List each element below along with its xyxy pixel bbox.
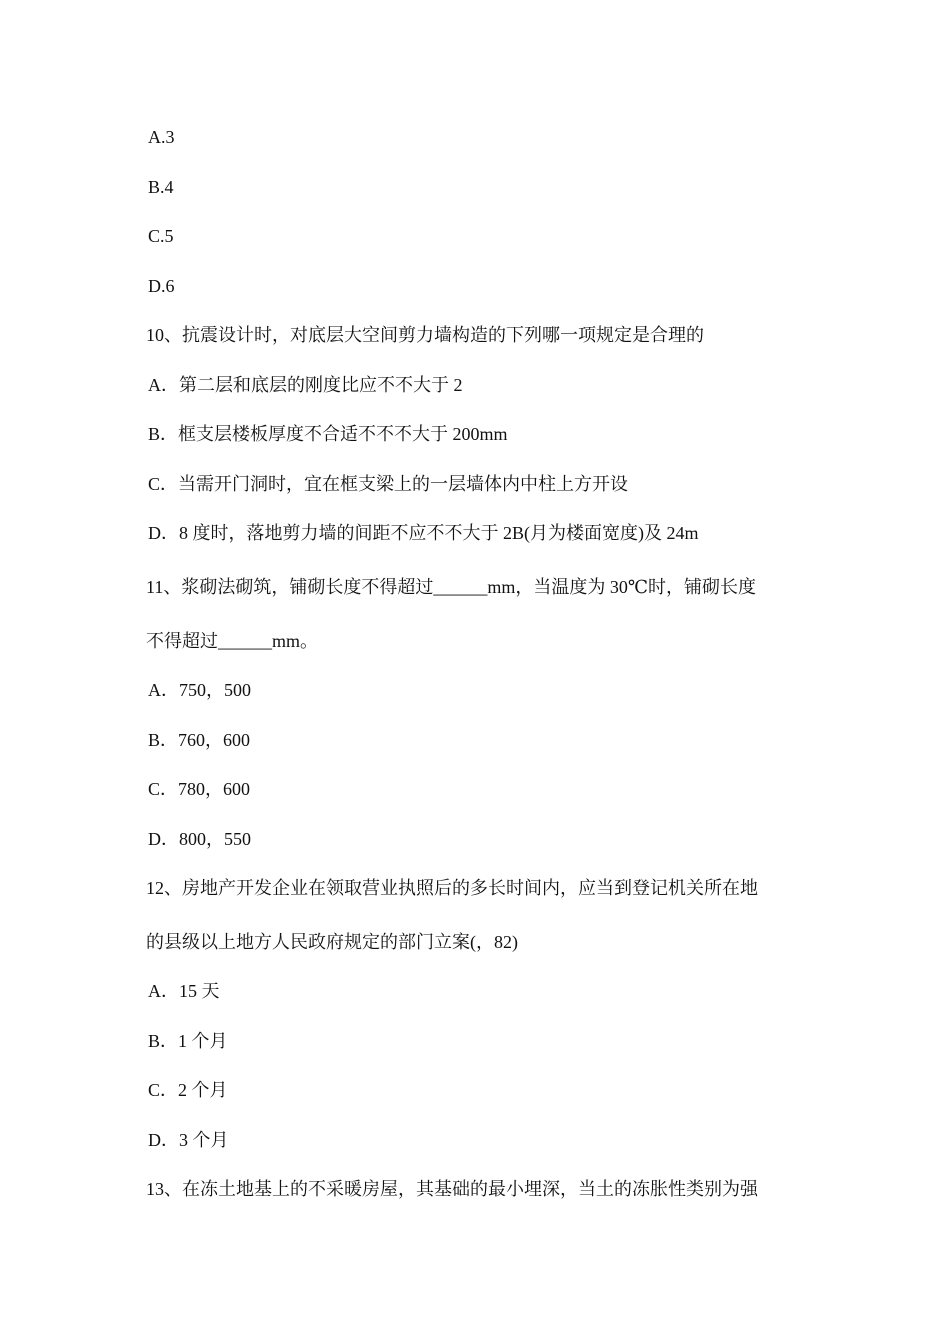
- q10-stem: 10、抗震设计时，对底层大空间剪力墙构造的下列哪一项规定是合理的: [146, 325, 704, 345]
- q10-option-c: C．当需开门洞时，宜在框支梁上的一层墙体内中柱上方开设: [148, 474, 629, 494]
- q10-option-d: D．8 度时，落地剪力墙的间距不应不不大于 2B(月为楼面宽度)及 24m: [148, 523, 699, 543]
- q11-stem-line2: [146, 629, 318, 653]
- q11-stem-part4: mm。: [272, 631, 319, 651]
- q9-option-b: B.4: [148, 177, 174, 197]
- q12-option-d: D．3 个月: [148, 1130, 229, 1150]
- q12-stem-line1: 12、房地产开发企业在领取营业执照后的多长时间内，应当到登记机关所在地: [146, 878, 758, 898]
- q11-blank-2: ______: [218, 631, 272, 651]
- q12-option-c: C．2 个月: [148, 1080, 228, 1100]
- q12-option-b: B．1 个月: [148, 1031, 228, 1051]
- q11-stem-part3: 不得超过: [146, 631, 218, 651]
- q11-stem-part1: 11、浆砌法砌筑，铺砌长度不得超过: [146, 577, 434, 597]
- q10-option-b: B．框支层楼板厚度不合适不不不大于 200mm: [148, 424, 508, 444]
- q11-option-c: C．780，600: [148, 779, 251, 799]
- q12-option-a: A．15 天: [148, 981, 220, 1001]
- q11-stem-line1: [146, 575, 756, 599]
- q9-option-c: C.5: [148, 226, 174, 246]
- q9-option-a: A.3: [148, 127, 175, 147]
- q10-option-a: A．第二层和底层的刚度比应不不大于 2: [148, 375, 463, 395]
- q11-option-d: D．800，550: [148, 829, 251, 849]
- q11-stem-part2: mm，当温度为 30℃时，铺砌长度: [487, 577, 756, 597]
- q11-option-a: A．750，500: [148, 680, 251, 700]
- q11-option-b: B．760，600: [148, 730, 251, 750]
- q11-blank-1: ______: [433, 577, 488, 597]
- q12-stem-line2: 的县级以上地方人民政府规定的部门立案(，82): [146, 932, 518, 952]
- q9-option-d: D.6: [148, 276, 175, 296]
- q13-stem-line1: 13、在冻土地基上的不采暖房屋，其基础的最小埋深，当土的冻胀性类别为强: [146, 1179, 758, 1199]
